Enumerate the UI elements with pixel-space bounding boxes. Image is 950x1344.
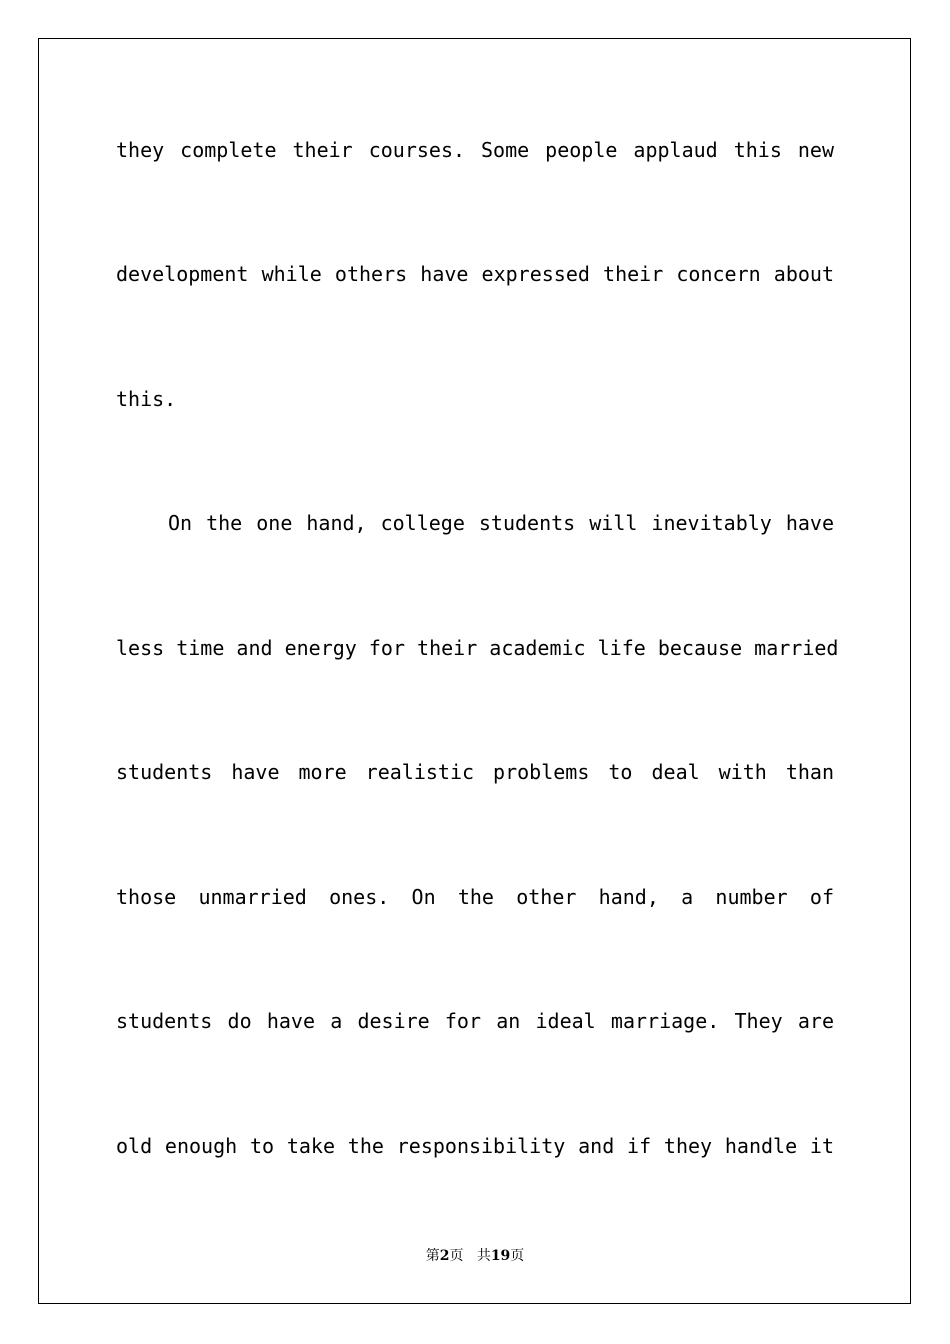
page-number: 2: [439, 1248, 450, 1264]
body-line-3: this.: [116, 387, 177, 411]
page-frame: [38, 38, 911, 1304]
page-suffix: 页: [449, 1248, 464, 1264]
total-pages: 19: [490, 1248, 511, 1264]
body-line-9: old enough to take the responsibility and if they handle it: [116, 1134, 834, 1158]
body-line-4: On the one hand, college students will inevitably have: [168, 511, 834, 535]
body-line-7: those unmarried ones. On the other hand, a number of: [116, 885, 834, 909]
total-suffix: 页: [510, 1248, 525, 1264]
body-line-6: students have more realistic problems to deal with than: [116, 760, 834, 784]
total-prefix: 共: [476, 1248, 491, 1264]
body-line-2: development while others have expressed their concern about: [116, 262, 834, 286]
body-line-5: less time and energy for their academic life because married: [116, 636, 839, 660]
page-footer: [0, 1247, 950, 1265]
body-line-8: students do have a desire for an ideal marriage. They are: [116, 1009, 834, 1033]
page-prefix: 第: [425, 1248, 440, 1264]
body-line-1: they complete their courses. Some people applaud this new: [116, 138, 834, 162]
